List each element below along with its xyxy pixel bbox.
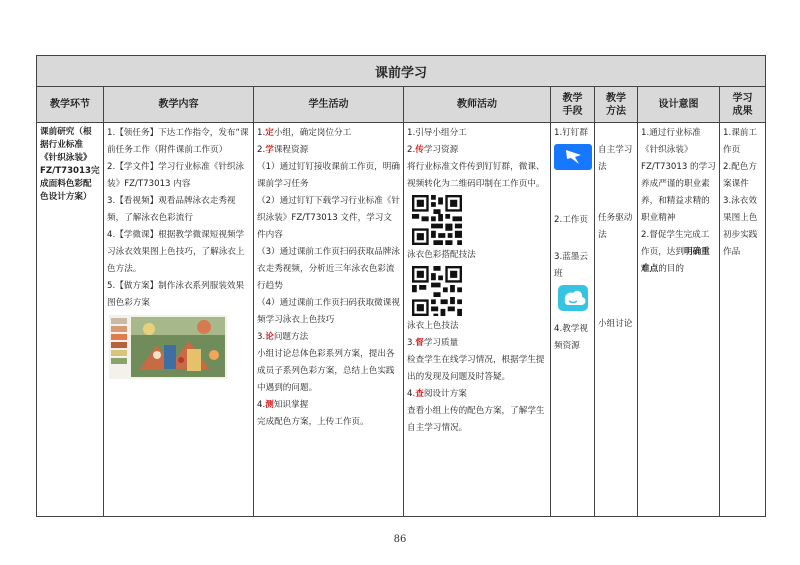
method-item: 小组讨论 — [598, 319, 633, 329]
header-methods: 教学 方法 — [595, 87, 638, 123]
header-intent: 设计意图 — [638, 87, 720, 123]
teacher-cell: 1.引导小组分工 2.传学习资源 将行业标准文件传到钉钉群，微课、视频转化为二维码印制在工作页中。 泳衣色彩搭配技法 泳衣上色技法 3.督学习质量 检查学生在线学习情况，根据学生提出的发现及问题及时答疑。 4.查阅设计方案 查看小组上传的配色方案，了解学生自主学习情况。 — [404, 123, 551, 517]
keyword-chuan: 传 — [415, 145, 424, 155]
means-item: 1.钉钉群 — [554, 128, 588, 138]
teacher-text: 查看小组上传的配色方案，了解学生自主学习情况。 — [407, 406, 545, 433]
content-item: 4.【学微课】根据教学微课短视频学习泳衣效果图上色技巧，了解泳衣上色方法。 — [107, 230, 245, 274]
keyword-lun: 论 — [265, 332, 274, 342]
header-outcome: 学习 成果 — [720, 87, 766, 123]
outcome-item: 2.配色方案课件 — [723, 162, 757, 189]
keyword-du: 督 — [415, 338, 424, 348]
student-text: 完成配色方案，上传工作页。 — [257, 417, 369, 427]
means-item: 3.蓝墨云班 — [554, 252, 588, 279]
stage-text: 课前研究（根据行业标准《针织泳装》FZ/T73013完成面料色彩配色设计方案） — [40, 127, 100, 202]
qr-caption: 泳衣色彩搭配技法 — [407, 250, 476, 260]
keyword-xue: 学 — [265, 145, 274, 155]
header-stage: 教学环节 — [37, 87, 104, 123]
keyword-ding: 定 — [265, 128, 274, 138]
student-subitem: （2）通过钉钉下载学习行业标准《针织泳装》FZ/T73013 文件，学习文件内容 — [257, 196, 400, 240]
intent-cell: 1.通过行业标准《针织泳装》FZ/T73013 的学习养成严谨的职业素养，和精益求精的职业精神 2.督促学生完成工作页，达到明确重难点的目的 — [638, 123, 720, 517]
means-item: 2.工作页 — [554, 215, 588, 225]
content-item: 3.【看视频】观看品牌泳衣走秀视频，了解泳衣色彩流行 — [107, 196, 236, 223]
page-number: 86 — [393, 534, 407, 545]
teacher-item: 1.引导小组分工 — [407, 128, 467, 138]
teacher-text: 检查学生在线学习情况，根据学生提出的发现及问题及时答疑。 — [407, 355, 545, 382]
outcome-item: 1.课前工作页 — [723, 128, 757, 155]
header-student: 学生活动 — [254, 87, 404, 123]
qr-code-icon — [412, 195, 462, 245]
qr-code-icon — [412, 266, 462, 316]
student-subitem: （3）通过课前工作页扫码获取品牌泳衣走秀视频，分析近三年泳衣色彩流行趋势 — [257, 247, 400, 291]
header-means: 教学 手段 — [551, 87, 595, 123]
student-text: 小组讨论总体色彩系列方案，提出各成员子系列色彩方案，总结上色实践中遇到的问题。 — [257, 349, 395, 393]
section-title: 课前学习 — [37, 56, 766, 87]
content-cell — [104, 123, 254, 517]
method-item: 任务驱动法 — [598, 213, 633, 240]
mosoteach-app-icon — [554, 285, 592, 311]
qr-caption: 泳衣上色技法 — [407, 321, 459, 331]
keyword-cha: 查 — [415, 389, 424, 399]
dingtalk-app-icon — [554, 144, 592, 170]
keyword-ce: 测 — [265, 400, 274, 410]
student-subitem: （1）通过钉钉接收课前工作页，明确课前学习任务 — [257, 162, 400, 189]
swimwear-color-scheme-image — [109, 315, 227, 379]
header-content: 教学内容 — [104, 87, 254, 123]
methods-cell — [595, 123, 638, 517]
method-item: 自主学习法 — [598, 145, 633, 172]
means-cell — [551, 123, 595, 517]
student-cell: 1.定小组，确定岗位分工 2.学课程资源 （1）通过钉钉接收课前工作页，明确课前学习任务 （2）通过钉钉下载学习行业标准《针织泳装》FZ/T73013 文件，学习文件内容 （3）通过课前工作页扫码获取品牌泳衣走秀视频，分析近三年泳衣色彩流行趋势 （4）通过课前工作页扫码获取微课视频学习泳衣上色技巧 3.论问题方法 小组讨论总体色彩系列方案，提出各成员子系列色彩方案，总结上色实践中遇到的问题。 4.测知识掌握 完成配色方案，上传工作页。 — [254, 123, 404, 517]
content-item: 2.【学文件】学习行业标准《针织泳装》FZ/T73013 内容 — [107, 162, 245, 189]
content-item: 1.【领任务】下达工作指令，发布“课前任务工作（附件课前工作页） — [107, 128, 249, 155]
header-teacher: 教师活动 — [404, 87, 551, 123]
means-item: 4.教学视频资源 — [554, 324, 588, 351]
emphasis-text: 明确重难点 — [641, 247, 710, 274]
lesson-plan-table — [36, 55, 766, 517]
outcome-item: 3.泳衣效果图上色初步实践作品 — [723, 196, 758, 257]
content-item: 5.【做方案】制作泳衣系列服装效果图色彩方案 — [107, 281, 245, 308]
student-subitem: （4）通过课前工作页扫码获取微课视频学习泳衣上色技巧 — [257, 298, 400, 325]
teacher-text: 将行业标准文件传到钉钉群，微课、视频转化为二维码印制在工作页中。 — [407, 162, 545, 189]
outcome-cell — [720, 123, 766, 517]
stage-cell — [37, 123, 104, 517]
intent-item: 1.通过行业标准《针织泳装》FZ/T73013 的学习养成严谨的职业素养，和精益求精的职业精神 — [641, 128, 716, 223]
